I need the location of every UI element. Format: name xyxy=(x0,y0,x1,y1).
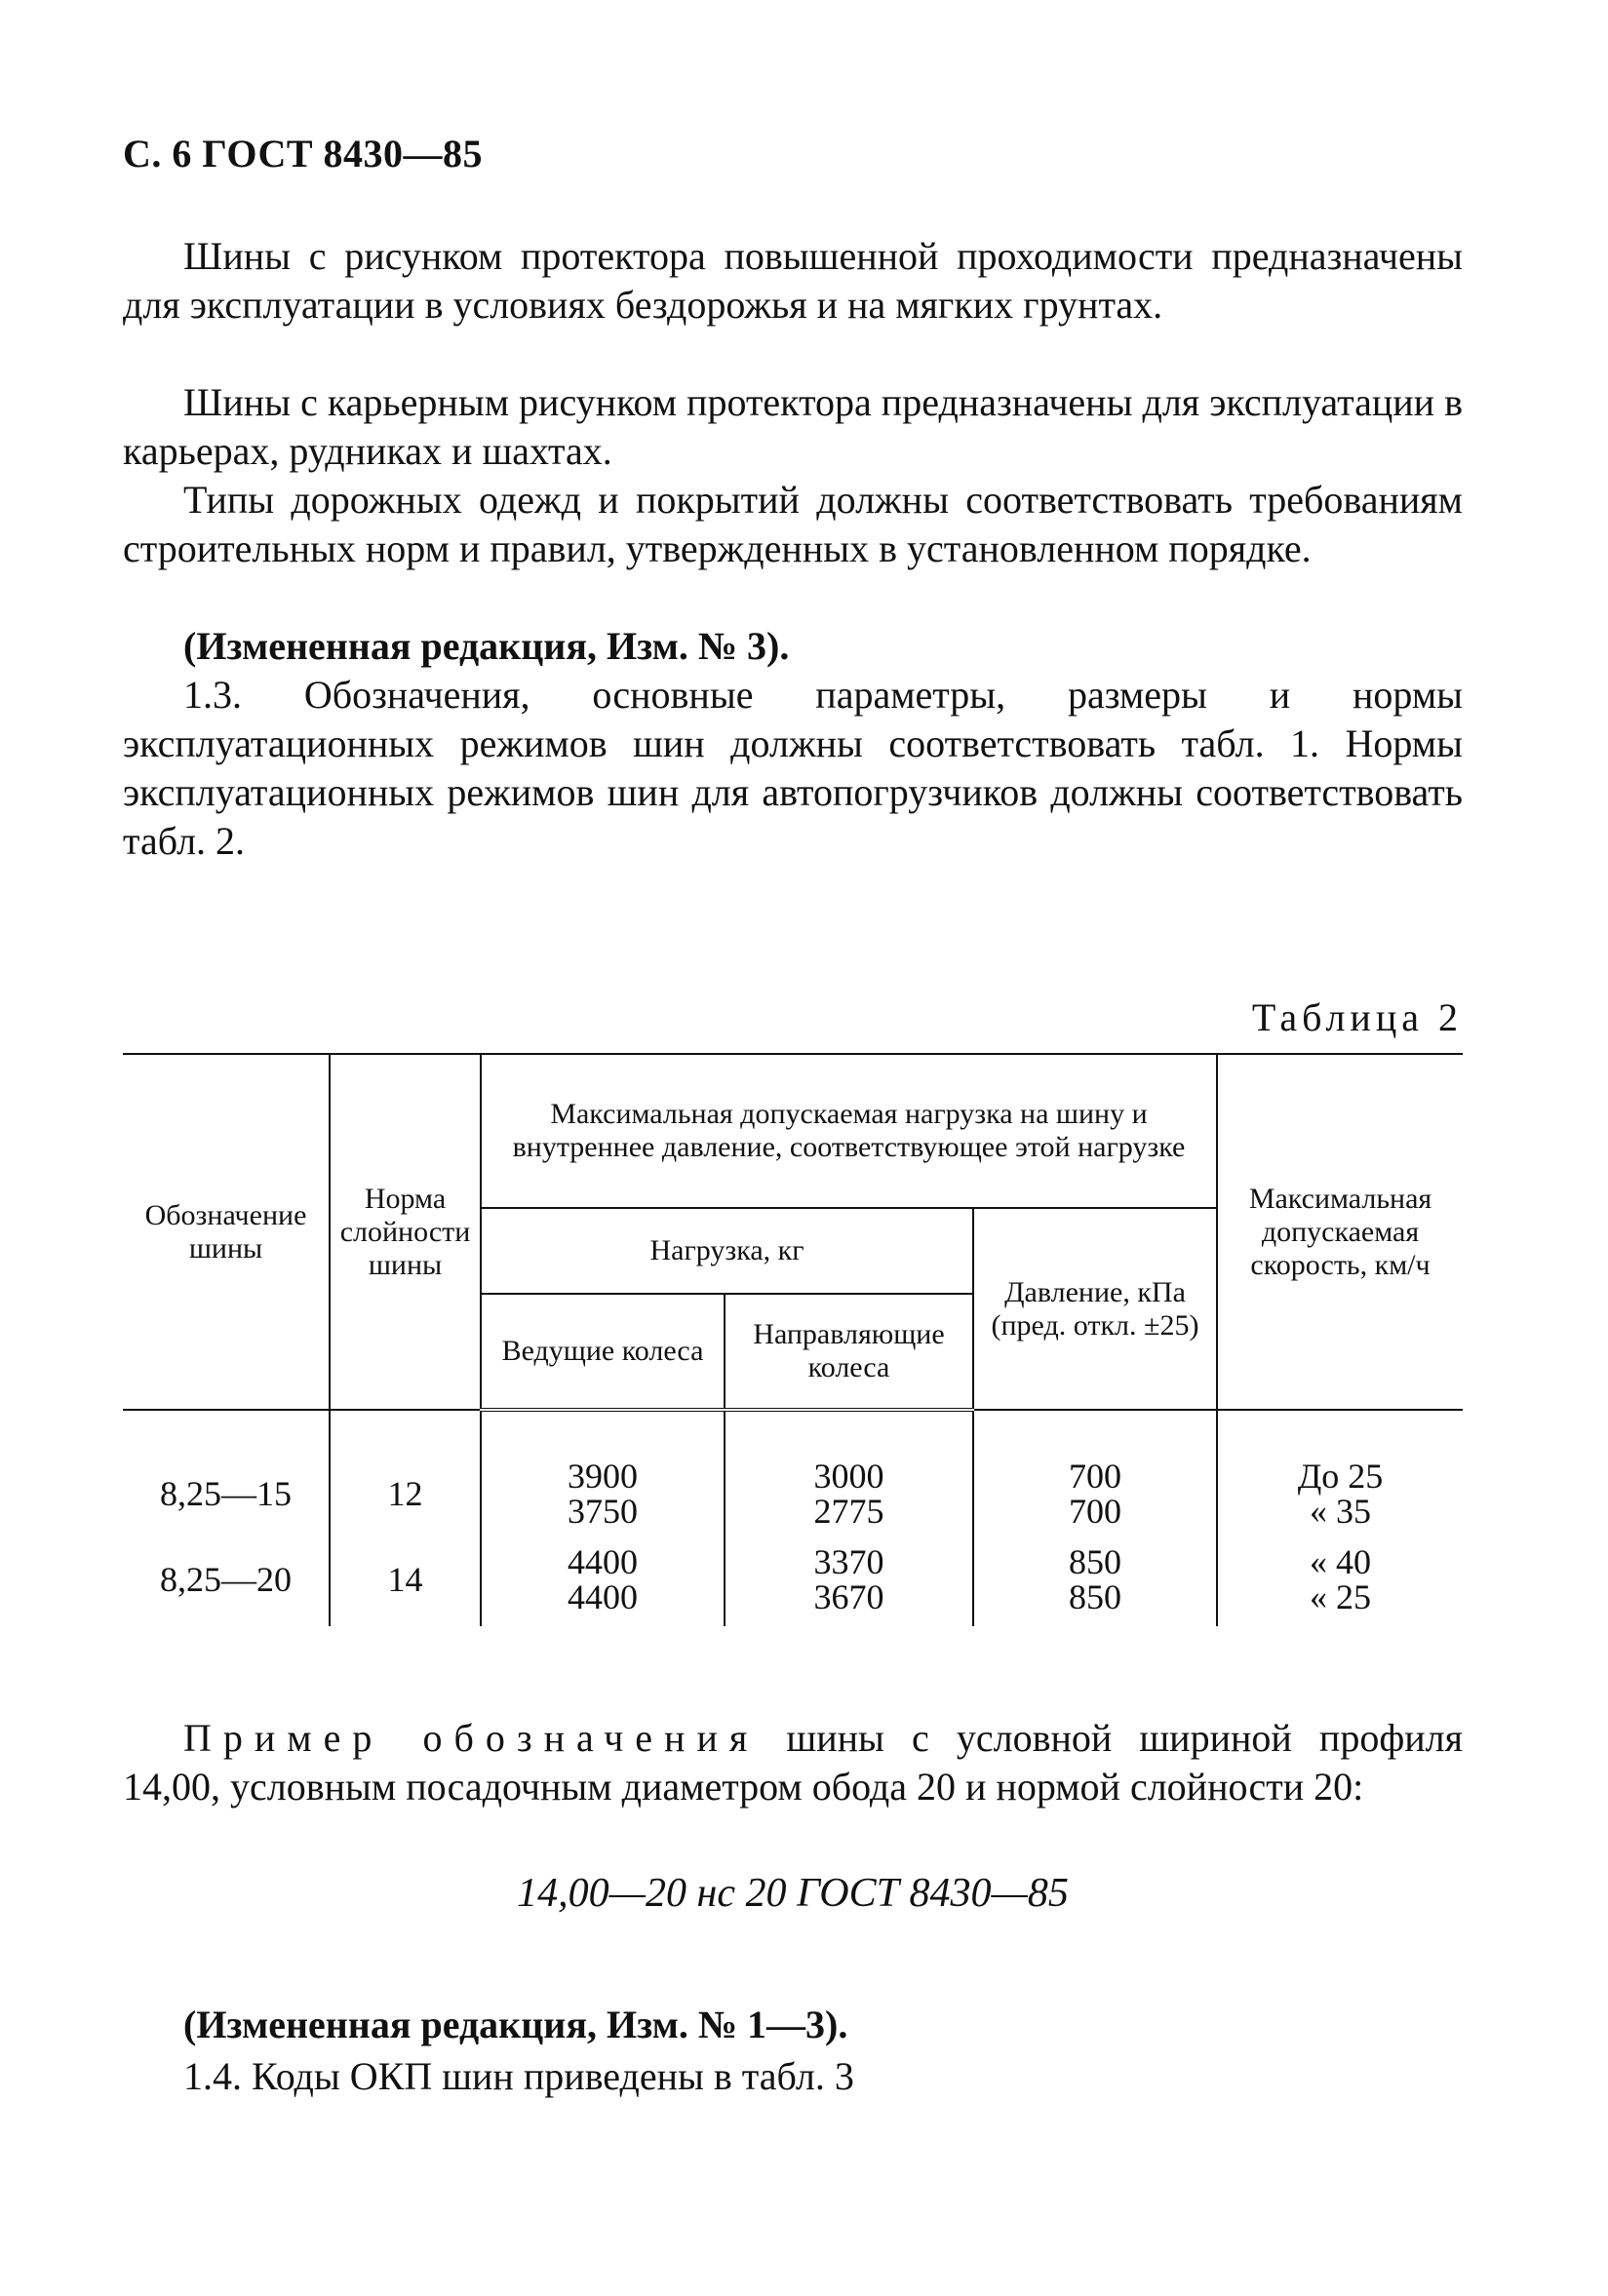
cell-steer-load: 3370 3670 xyxy=(725,1537,973,1626)
paragraph-section-1-4: 1.4. Коды ОКП шин приведены в табл. 3 xyxy=(183,2054,854,2098)
amendment-note-1: (Измененная редакция, Изм. № 3). xyxy=(183,624,790,668)
cell-pressure: 850 850 xyxy=(973,1537,1217,1626)
paragraph-example xyxy=(123,1714,1463,1811)
header-designation: Обозначение шины xyxy=(123,1054,330,1410)
header-max-speed: Максимальная допускаемая скорость, км/ч xyxy=(1217,1054,1463,1410)
table-row xyxy=(123,1410,1463,1537)
table-row xyxy=(123,1537,1463,1626)
header-drive-wheels: Ведущие колеса xyxy=(481,1294,725,1410)
header-pressure: Давление, кПа (пред. откл. ±25) xyxy=(973,1208,1217,1410)
paragraph-offroad-tires: Шины с рисунком протектора повышенной проходимости предназначены для эксплуатации в условиях бездорожья и на мягких грунтах. xyxy=(123,234,1463,327)
cell-drive-load: 4400 4400 xyxy=(481,1537,725,1626)
paragraph-road-types: Типы дорожных одежд и покрытий должны соответствовать требованиям строительных норм и правил, утвержденных в установленном порядке. xyxy=(123,478,1463,570)
cell-ply: 12 xyxy=(330,1410,481,1537)
cell-pressure: 700 700 xyxy=(973,1410,1217,1537)
example-designation-formula: 14,00—20 нс 20 ГОСТ 8430—85 xyxy=(517,1871,1069,1916)
page-title: С. 6 ГОСТ 8430—85 xyxy=(123,132,484,175)
header-ply-rating: Норма слойности шины xyxy=(330,1054,481,1410)
cell-drive-load: 3900 3750 xyxy=(481,1410,725,1537)
cell-speed: До 25 « 35 xyxy=(1217,1410,1463,1537)
table-caption: Таблица 2 xyxy=(1251,995,1463,1039)
paragraph-section-1-3: 1.3. Обозначения, основные параметры, размеры и нормы эксплуатационных режимов шин должны соответствовать табл. 1. Нормы эксплуатационных режимов шин для автопогрузчиков должны соответствовать табл. 2. xyxy=(123,673,1463,863)
amendment-note-2: (Измененная редакция, Изм. № 1—3). xyxy=(183,2003,848,2046)
cell-speed: « 40 « 25 xyxy=(1217,1537,1463,1626)
cell-designation: 8,25—20 xyxy=(123,1537,330,1626)
example-label: Пример обозначения xyxy=(183,1716,760,1760)
header-max-load-group: Максимальная допускаемая нагрузка на шину и внутреннее давление, соответствующее этой нагрузке xyxy=(481,1054,1217,1208)
header-steer-wheels: Направляющие колеса xyxy=(725,1294,973,1410)
cell-ply: 14 xyxy=(330,1537,481,1626)
cell-steer-load: 3000 2775 xyxy=(725,1410,973,1537)
header-load: Нагрузка, кг xyxy=(481,1208,973,1294)
cell-designation: 8,25—15 xyxy=(123,1410,330,1537)
paragraph-quarry-tires: Шины с карьерным рисунком протектора предназначены для эксплуатации в карьерах, рудниках и шахтах. xyxy=(123,380,1463,473)
tire-load-table xyxy=(123,1053,1463,1626)
example-text: шины с условной шириной профиля 14,00, условным посадочным диаметром обода 20 и нормой слойности 20: xyxy=(123,1716,1464,1809)
